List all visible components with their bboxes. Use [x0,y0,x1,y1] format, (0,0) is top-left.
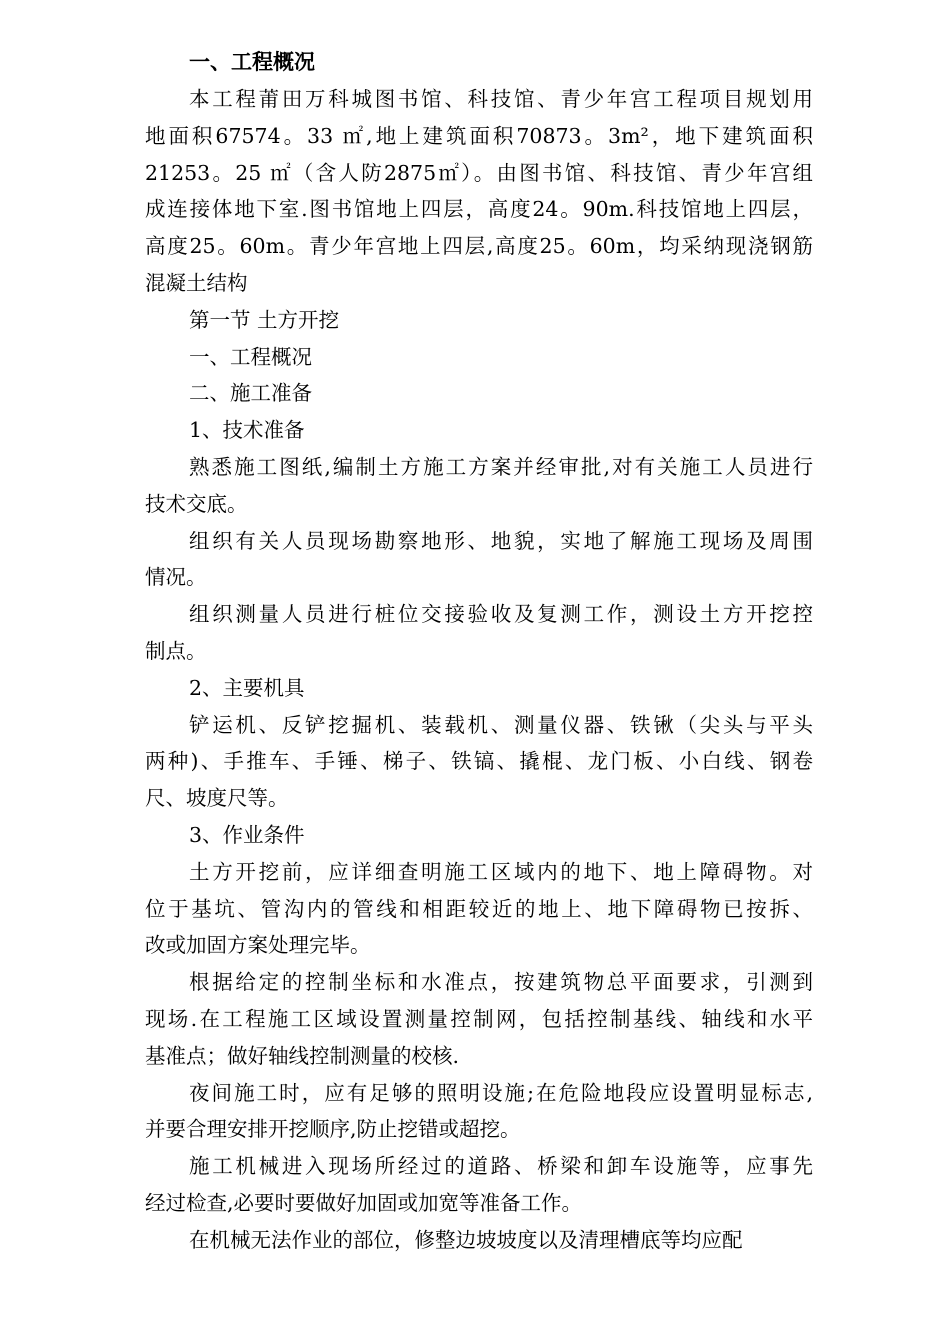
text-line: 夜间施工时，应有足够的照明设施;在危险地段应设置明显标志, [189,1080,813,1105]
text-line: 尺、坡度尺等。 [145,786,289,811]
text-line: 两种)、手推车、手锤、梯子、铁镐、撬棍、龙门板、小白线、钢卷 [145,749,813,774]
paragraph-item-1 [145,412,813,449]
text-line: 一、工程概况 [189,344,312,369]
text-line: 混凝土结构 [145,270,248,295]
paragraph-cond-3 [145,1075,813,1149]
text-line: 并要合理安排开挖顺序,防止挖错或超挖。 [145,1117,521,1142]
paragraph-section-1 [145,302,813,339]
paragraph-sub-2 [145,375,813,412]
paragraph-item-3 [145,817,813,854]
text-line: 位于基坑、管沟内的管线和相距较近的地上、地下障碍物已按拆、 [145,896,813,921]
document-heading: 一、工程概况 [189,50,315,74]
paragraph-sub-1 [145,339,813,376]
text-line: 土方开挖前，应详细查明施工区域内的地下、地上障碍物。对 [189,859,813,884]
paragraph-cond-2 [145,964,813,1074]
text-line: 第一节 土方开挖 [189,307,340,332]
text-line: 根据给定的控制坐标和水准点，按建筑物总平面要求，引测到 [189,970,813,995]
text-line: 3、作业条件 [189,822,305,847]
text-line: 铲运机、反铲挖掘机、装载机、测量仪器、铁锹（尖头与平头 [189,712,813,737]
text-line: 本工程莆田万科城图书馆、科技馆、青少年宫工程项目规划用 [189,87,813,111]
text-line: 现场.在工程施工区域设置测量控制网，包括控制基线、轴线和水平 [145,1006,813,1031]
text-line: 施工机械进入现场所经过的道路、桥梁和卸车设施等，应事先 [189,1154,813,1179]
paragraph-cond-1 [145,854,813,964]
text-line: 熟悉施工图纸,编制土方施工方案并经审批,对有关施工人员进行 [189,454,813,479]
paragraph-tools [145,707,813,817]
paragraph-item-2 [145,670,813,707]
paragraph-tech-2 [145,523,813,597]
paragraph-tech-3 [145,596,813,670]
text-line: 制点。 [145,638,207,663]
text-line: 高度25。60m。青少年宫地上四层,高度25。60m，均采纳现浇钢筋 [145,234,813,259]
text-line: 在机械无法作业的部位，修整边坡坡度以及清理槽底等均应配 [189,1227,743,1252]
paragraph-tech-1 [145,449,813,523]
text-line: 成连接体地下室.图书馆地上四层，高度24。90m.科技馆地上四层， [145,197,813,222]
paragraph-overview [145,81,813,302]
document-page [145,44,813,1259]
text-line: 技术交底。 [145,491,248,516]
text-line: 情况。 [145,565,207,590]
text-line: 二、施工准备 [189,381,312,406]
paragraph-cond-4 [145,1148,813,1222]
text-line: 经过检查,必要时要做好加固或加宽等准备工作。 [145,1190,583,1215]
text-line: 组织测量人员进行桩位交接验收及复测工作，测设土方开挖控 [189,602,813,627]
text-line: 基准点；做好轴线控制测量的校核. [145,1043,460,1068]
document-body [145,81,813,1259]
text-line: 地面积67574。33 ㎡,地上建筑面积70873。3m²，地下建筑面积 [145,123,813,148]
text-line: 21253。25 ㎡（含人防2875㎡）。由图书馆、科技馆、青少年宫组 [145,160,813,185]
text-line: 1、技术准备 [189,418,305,443]
text-line: 2、主要机具 [189,675,305,700]
paragraph-cond-5 [145,1222,813,1259]
text-line: 改或加固方案处理完毕。 [145,933,371,958]
text-line: 组织有关人员现场勘察地形、地貌，实地了解施工现场及周围 [189,528,813,553]
